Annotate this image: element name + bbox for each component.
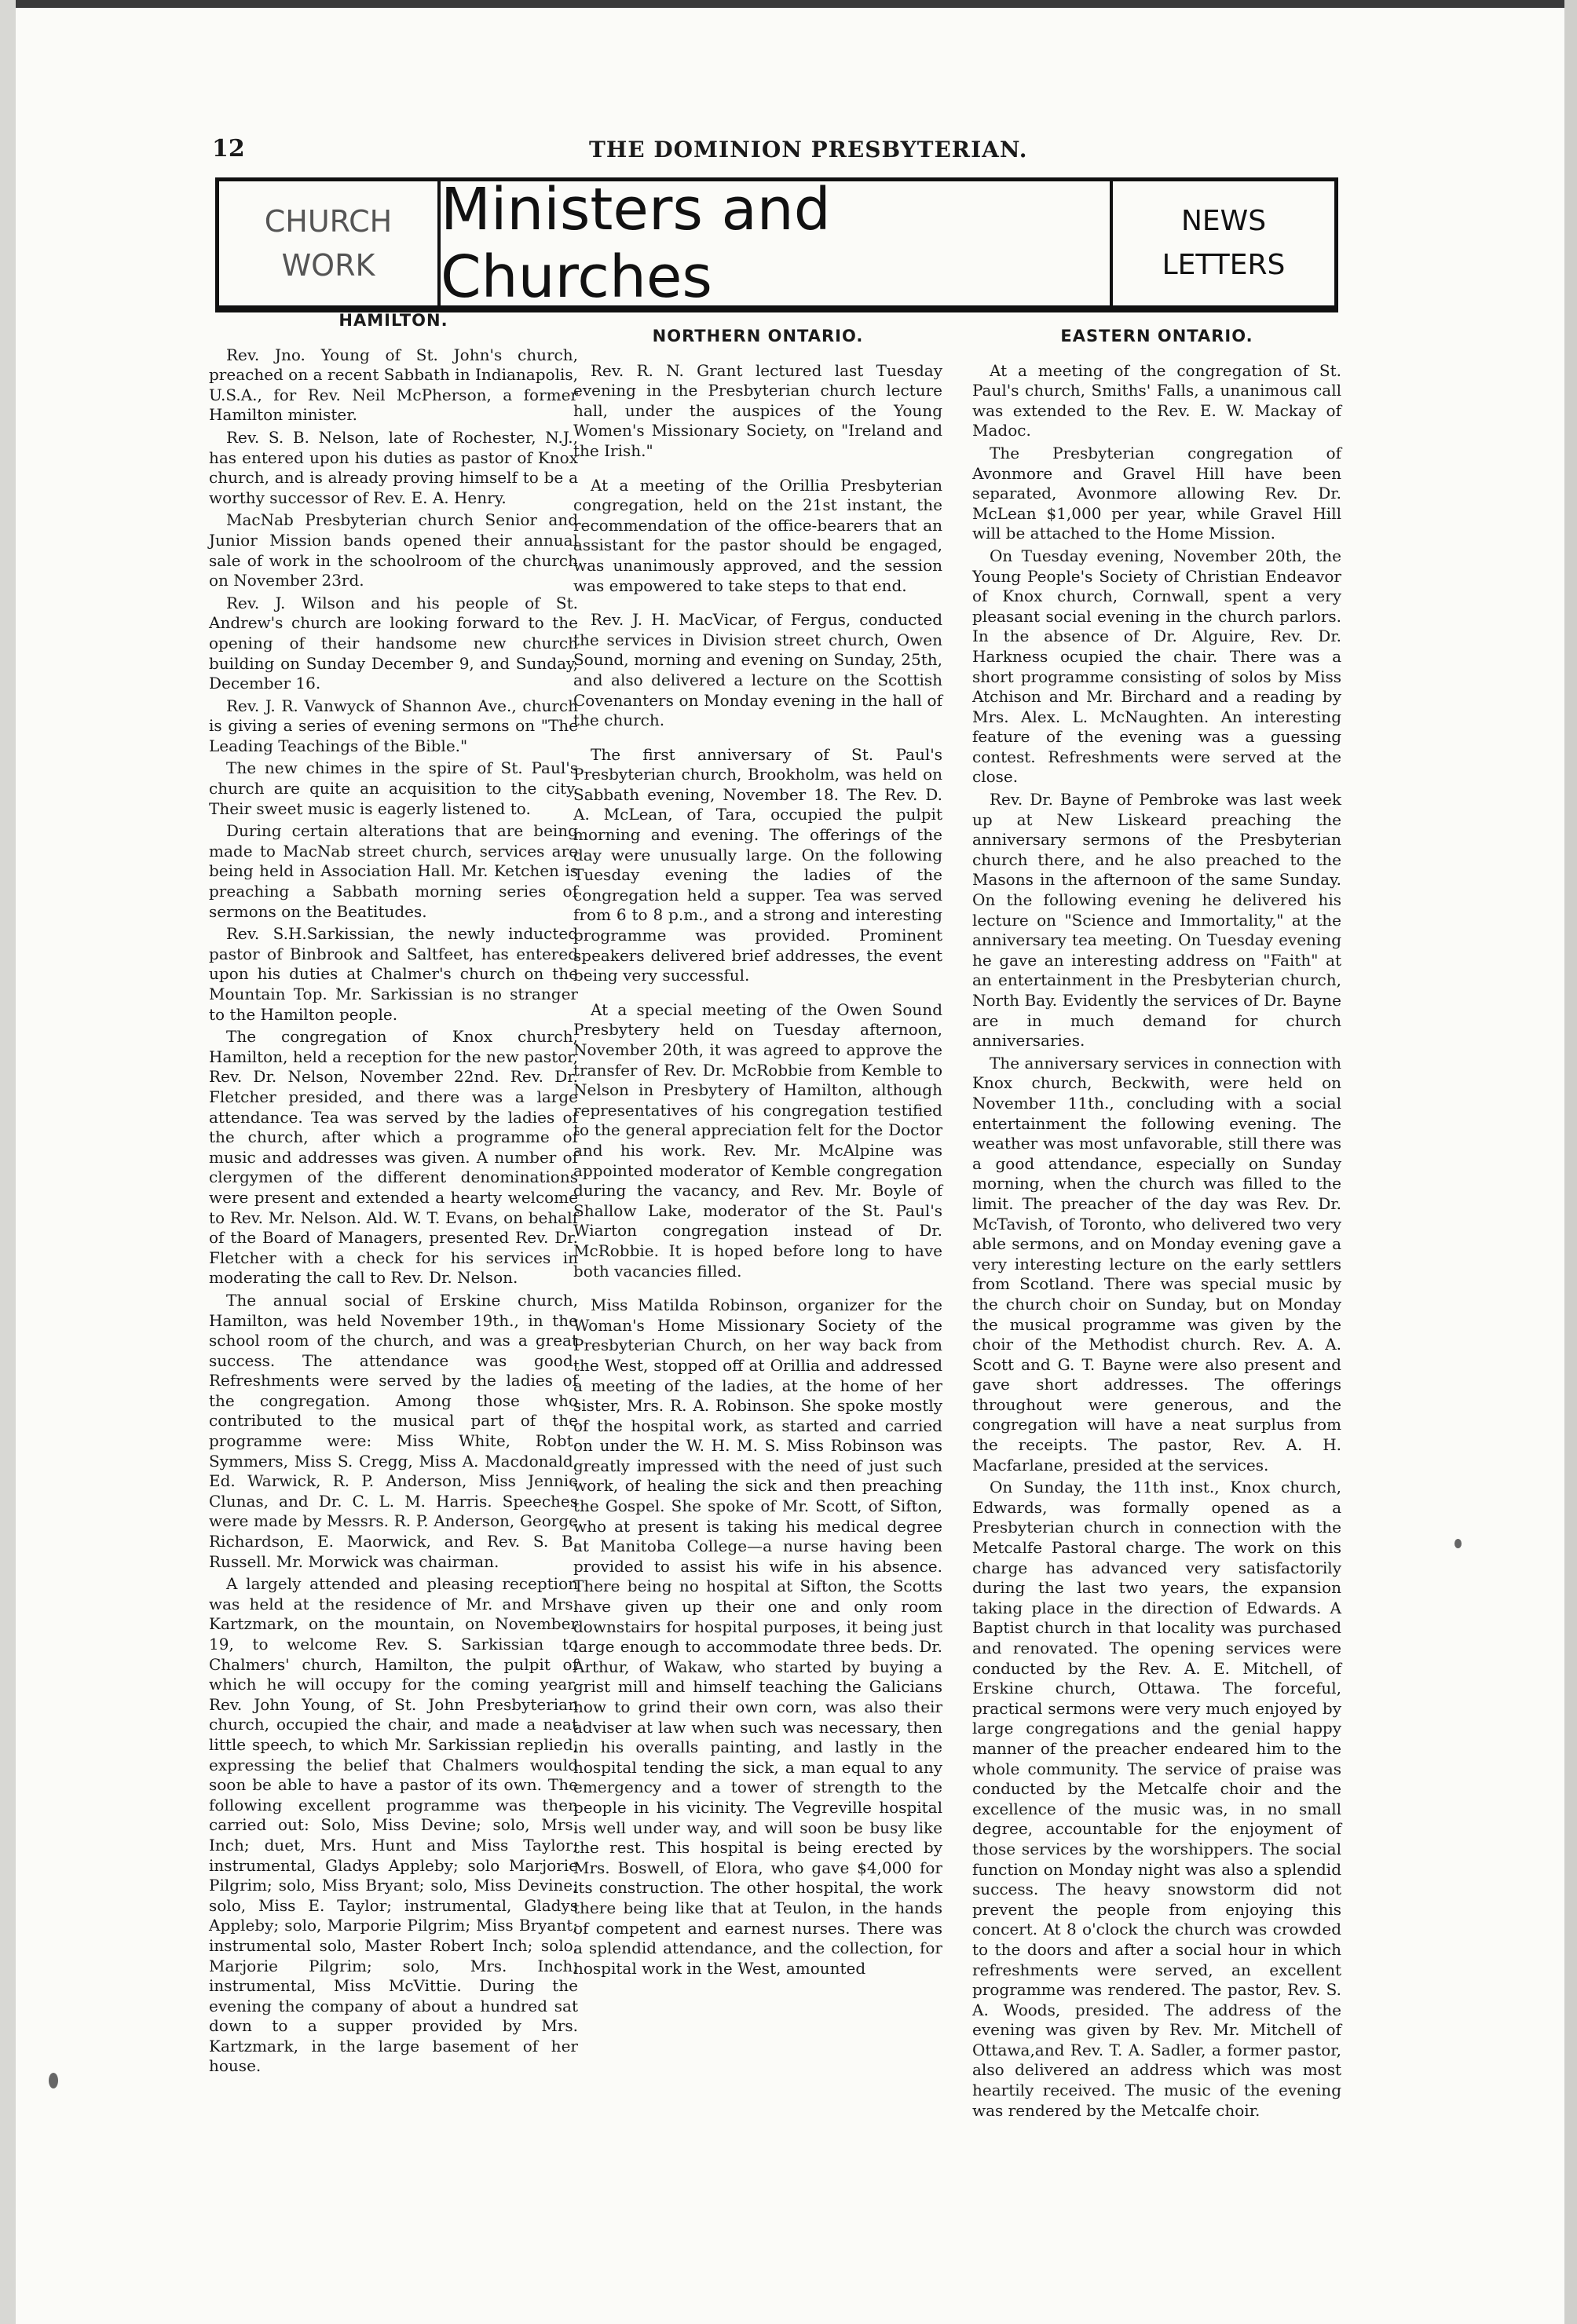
article-paragraph: Rev. S. B. Nelson, late of Rochester, N.J., has entered upon his duties as pastor of Knox church, and is already proving himself to be a worthy successor of Rev. E. A. Henry. [209, 427, 578, 507]
banner-right-box [1110, 181, 1334, 305]
column-heading: EASTERN ONTARIO. [1060, 327, 1253, 345]
column-heading: HAMILTON. [338, 311, 448, 330]
article-paragraph: The Presbyterian congregation of Avonmore and Gravel Hill have been separated, Avonmore allowing Rev. Dr. McLean $1,000 per year, while Gravel Hill will be attached to the Home Mission. [972, 443, 1341, 543]
article-paragraph: Rev. J. Wilson and his people of St. Andrew's church are looking forward to the opening of their handsome new church building on Sunday December 9, and Sunday, December 16. [209, 593, 578, 693]
page-top-edge [0, 0, 1577, 8]
page-left-edge [0, 0, 16, 2324]
column-hamilton [209, 308, 578, 2079]
running-header [196, 135, 1351, 166]
article-paragraph: Rev. Jno. Young of St. John's church, preached on a recent Sabbath in Indianapolis, U.S.A., for Rev. Neil McPherson, a former Hamilton minister. [209, 345, 578, 425]
article-paragraph: At a meeting of the congregation of St. Paul's church, Smiths' Falls, a unanimous call was extended to the Rev. E. W. Mackay of Madoc. [972, 360, 1341, 440]
column-northern-ontario [573, 308, 942, 1993]
article-paragraph: MacNab Presbyterian church Senior and Junior Mission bands opened their annual sale of work in the schoolroom of the church on November 23rd. [209, 510, 578, 590]
page-right-edge [1564, 0, 1577, 2324]
column-eastern-ontario [972, 308, 1341, 2123]
banner-left-line1: CHURCH [264, 204, 393, 239]
section-banner [215, 177, 1338, 312]
article-paragraph: The first anniversary of St. Paul's Presbyterian church, Brookholm, was held on Sabbath evening, November 18. The Rev. D. A. McLean, of Tara, occupied the pulpit morning and evening. The offerings of the day were unusually large. On the following Tuesday evening the ladies of the congregation held a supper. Tea was served from 6 to 8 p.m., and a strong and interesting programme was provided. Prominent speakers delivered brief addresses, the event being very successful. [573, 744, 942, 985]
banner-left-line2: WORK [281, 248, 375, 283]
article-paragraph: Miss Matilda Robinson, organizer for the Woman's Home Missionary Society of the Presbyterian Church, on her way back from the West, stopped off at Orillia and addressed a meeting of the ladies, at the home of her sister, Mrs. R. A. Robinson. She spoke mostly of the hospital work, as started and carried on under the W. H. M. S. Miss Robinson was greatly impressed with the need of just such work, of healing the sick and then preaching the Gospel. She spoke of Mr. Scott, of Sifton, who at present is taking his medical degree at Manitoba College—a nurse having been provided to assist his wife in his absence. There being no hospital at Sifton, the Scotts have given up their one and only room downstairs for hospital purposes, it being just large enough to accommodate three beds. Dr. Arthur, of Wakaw, who started by buying a grist mill and himself teaching the Galicians how to grind their own corn, was also their adviser at law when such was necessary, then in his overalls painting, and lastly in the hospital tending the sick, a man equal to any emergency and a tower of strength to the people in his vicinity. The Vegreville hospital is well under way, and will soon be busy like the rest. This hospital is being erected by Mrs. Boswell, of Elora, who gave $4,000 for its construction. The other hospital, the work there being like that at Teulon, in the hands of competent and earnest nurses. There was a splendid attendance, and the collection, for hospital work in the West, amounted [573, 1295, 942, 1978]
banner-left-box [219, 181, 441, 305]
page-number: 12 [212, 135, 245, 163]
article-paragraph: Rev. Dr. Bayne of Pembroke was last week up at New Liskeard preaching the anniversary sermons of the Presbyterian church there, and he also preached to the Masons in the afternoon of the same Sunday. On the following evening he delivered his lecture on "Science and Immortality," at the anniversary tea meeting. On Tuesday evening he gave an interesting address on "Faith" at an entertainment in the Presbyterian church, North Bay. Evidently the services of Dr. Bayne are in much demand for church anniversaries. [972, 790, 1341, 1051]
article-paragraph: The new chimes in the spire of St. Paul's church are quite an acquisition to the city. Their sweet music is eagerly listened to. [209, 758, 578, 818]
article-paragraph: On Tuesday evening, November 20th, the Young People's Society of Christian Endeavor of Knox church, Cornwall, spent a very pleasant social evening in the church parlors. In the absence of Dr. Alguire, Rev. Dr. Harkness ocupied the chair. There was a short programme consisting of solos by Miss Atchison and Mr. Birchard and a reading by Mrs. Alex. L. McNaughten. An interesting feature of the evening was a guessing contest. Refreshments were served at the close. [972, 546, 1341, 787]
article-paragraph: Rev. R. N. Grant lectured last Tuesday evening in the Presbyterian church lecture hall, under the auspices of the Young Women's Missionary Society, on "Ireland and the Irish." [573, 360, 942, 460]
article-paragraph: Rev. S.H.Sarkissian, the newly inducted pastor of Binbrook and Saltfeet, has entered upon his duties at Chalmer's church on the Mountain Top. Mr. Sarkissian is no stranger to the Hamilton people. [209, 924, 578, 1024]
ink-smudge [49, 2073, 58, 2088]
banner-right-line2: LETTERS [1162, 249, 1286, 281]
article-paragraph: The congregation of Knox church, Hamilton, held a reception for the new pastor, Rev. Dr. Nelson, November 22nd. Rev. Dr. Fletcher presided, and there was a large attendance. Tea was served by the ladies of the church, after which a programme of music and addresses was given. A number of clergymen of the different denominations were present and extended a hearty welcome to Rev. Mr. Nelson. Ald. W. T. Evans, on behalf of the Board of Managers, presented Rev. Dr. Fletcher with a check for his services in moderating the call to Rev. Dr. Nelson. [209, 1027, 578, 1288]
banner-right-line1: NEWS [1180, 205, 1267, 237]
article-paragraph: The annual social of Erskine church, Hamilton, was held November 19th., in the school room of the church, and was a great success. The attendance was good. Refreshments were served by the ladies of the congregation. Among those who contributed to the musical part of the programme were: Miss White, Robt. Symmers, Miss S. Cregg, Miss A. Macdonald, Ed. Warwick, R. P. Anderson, Miss Jennie Clunas, and Dr. C. L. M. Harris. Speeches were made by Messrs. R. P. Anderson, George Richardson, E. Maorwick, and Rev. S. B. Russell. Mr. Morwick was chairman. [209, 1290, 578, 1571]
running-title: THE DOMINION PRESBYTERIAN. [589, 137, 1028, 163]
ink-smudge [1454, 1539, 1462, 1548]
article-paragraph: Rev. J. R. Vanwyck of Shannon Ave., church is giving a series of evening sermons on "The Leading Teachings of the Bible." [209, 696, 578, 755]
article-paragraph: Rev. J. H. MacVicar, of Fergus, conducted the services in Division street church, Owen Sound, morning and evening on Sunday, 25th, and also delivered a lecture on the Scottish Covenanters on Monday evening in the hall of the church. [573, 610, 942, 730]
article-paragraph: On Sunday, the 11th inst., Knox church, Edwards, was formally opened as a Presbyterian church in connection with the Metcalfe Pastoral charge. The work on this charge has advanced very satisfactorily during the last two years, the expansion taking place in the direction of Edwards. A Baptist church in that locality was purchased and renovated. The opening services were conducted by the Rev. A. E. Mitchell, of Erskine church, Ottawa. The forceful, practical sermons were very much enjoyed by large congregations and the genial happy manner of the preacher endeared him to the whole community. The service of praise was conducted by the Metcalfe choir and the excellence of the music was, in no small degree, accountable for the enjoyment of those services by the worshippers. The social function on Monday night was also a splendid success. The heavy snowstorm did not prevent the people from enjoying this concert. At 8 o'clock the church was crowded to the doors and after a social hour in which refreshments were served, an excellent programme was rendered. The pastor, Rev. S. A. Woods, presided. The address of the evening was given by Rev. Mr. Mitchell of Ottawa,and Rev. T. A. Sadler, a former pastor, also delivered an address which was most heartily received. The music of the evening was rendered by the Metcalfe choir. [972, 1478, 1341, 2120]
section-title: Ministers and Churches [441, 176, 831, 311]
article-paragraph: At a meeting of the Orillia Presbyterian congregation, held on the 21st instant, the recommendation of the office-bearers that an assistant for the pastor should be engaged, was unanimously approved, and the session was empowered to take steps to that end. [573, 475, 942, 595]
column-heading: NORTHERN ONTARIO. [652, 327, 864, 345]
article-paragraph: The anniversary services in connection with Knox church, Beckwith, were held on November 11th., concluding with a social entertainment the following evening. The weather was most unfavorable, still there was a good attendance, especially on Sunday morning, when the church was filled to the limit. The preacher of the day was Rev. Dr. McTavish, of Toronto, who delivered two very able sermons, and on Monday evening gave a very interesting lecture on the early settlers from Scotland. There was special music by the church choir on Sunday, but on Monday the musical programme was given by the choir of the Methodist church. Rev. A. A. Scott and G. T. Bayne were also present and gave short addresses. The offerings throughout were generous, and the congregation will have a neat surplus from the receipts. The pastor, Rev. A. H. Macfarlane, presided at the services. [972, 1053, 1341, 1474]
article-paragraph: At a special meeting of the Owen Sound Presbytery held on Tuesday afternoon, November 20th, it was agreed to approve the transfer of Rev. Dr. McRobbie from Kemble to Nelson in Presbytery of Hamilton, although representatives of his congregation testified to the general appreciation felt for the Doctor and his work. Rev. Mr. McAlpine was appointed moderator of Kemble congregation during the vacancy, and Rev. Mr. Boyle of Shallow Lake, moderator of the St. Paul's Wiarton congregation instead of Dr. McRobbie. It is hoped before long to have both vacancies filled. [573, 999, 942, 1281]
article-paragraph: During certain alterations that are being made to MacNab street church, services are being held in Association Hall. Mr. Ketchen is preaching a Sabbath morning series of sermons on the Beatitudes. [209, 821, 578, 921]
article-paragraph: A largely attended and pleasing reception was held at the residence of Mr. and Mrs. Kartzmark, on the mountain, on November 19, to welcome Rev. S. Sarkissian to Chalmers' church, Hamilton, the pulpit of which he will occupy for the coming year. Rev. John Young, of St. John Presbyterian church, occupied the chair, and made a neat little speech, to which Mr. Sarkissian replied, expressing the belief that Chalmers would soon be able to have a pastor of its own. The following excellent programme was then carried out: Solo, Miss Devine; solo, Mrs. Inch; duet, Mrs. Hunt and Miss Taylor; instrumental, Gladys Appleby; solo Marjorie Pilgrim; solo, Miss Bryant; solo, Miss Devine; solo, Miss E. Taylor; instrumental, Gladys Appleby; solo, Marporie Pilgrim; Miss Bryant; instrumental solo, Master Robert Inch; solo, Marjorie Pilgrim; solo, Mrs. Inch; instrumental, Miss McVittie. During the evening the company of about a hundred sat down to a supper provided by Mrs. Kartzmark, in the large basement of her house. [209, 1574, 578, 2076]
